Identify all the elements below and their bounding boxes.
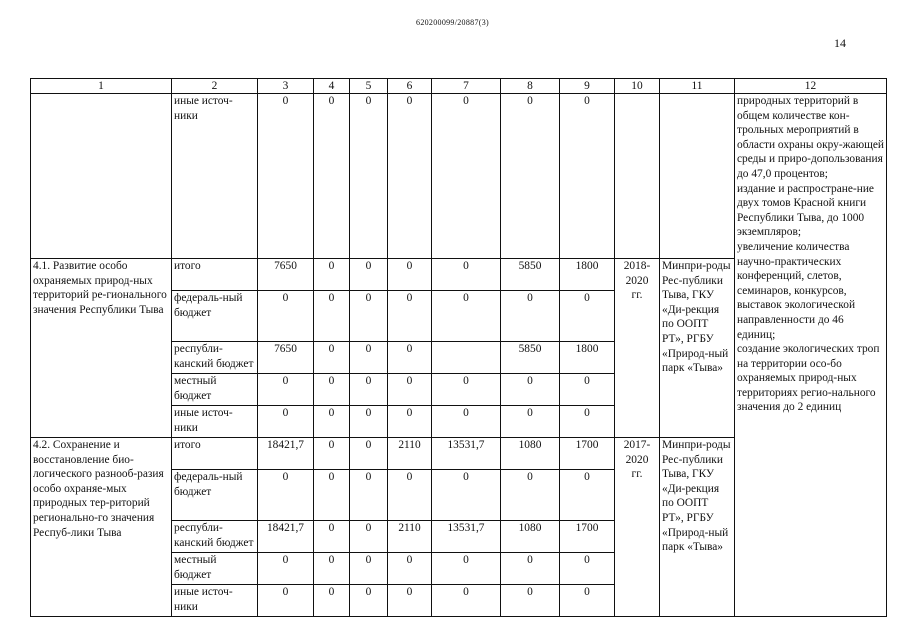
column-header-10: 10 xyxy=(615,79,660,94)
value-cell: 0 xyxy=(388,94,432,259)
column-header-4: 4 xyxy=(314,79,350,94)
value-cell: 1700 xyxy=(560,438,615,470)
value-cell: 0 xyxy=(388,374,432,406)
column-header-9: 9 xyxy=(560,79,615,94)
column-header-11: 11 xyxy=(660,79,735,94)
source-cell: итого xyxy=(172,438,258,470)
source-cell: федераль-ный бюджет xyxy=(172,291,258,342)
value-cell: 0 xyxy=(258,406,314,438)
value-cell: 0 xyxy=(388,259,432,291)
column-header-3: 3 xyxy=(258,79,314,94)
source-cell: местный бюджет xyxy=(172,374,258,406)
column-header-6: 6 xyxy=(388,79,432,94)
value-cell: 0 xyxy=(350,521,388,553)
value-cell: 0 xyxy=(432,470,501,521)
value-cell: 0 xyxy=(314,291,350,342)
value-cell: 1800 xyxy=(560,259,615,291)
table-row xyxy=(31,94,887,259)
header-row xyxy=(31,79,887,94)
source-cell: иные источ-ники xyxy=(172,585,258,617)
activity-name-cell: 4.2. Сохранение и восстановление био-логического разнооб-разия особо охраняе-мых природных тер-риторий регионально-го значения Респуб-лики Тыва xyxy=(31,438,172,617)
value-cell: 0 xyxy=(388,291,432,342)
value-cell: 0 xyxy=(258,374,314,406)
program-table xyxy=(30,78,887,617)
value-cell: 0 xyxy=(258,470,314,521)
period-cell: 2017- 2020 гг. xyxy=(615,438,660,617)
value-cell: 0 xyxy=(350,585,388,617)
executor-cell: Минпри-роды Рес-публики Тыва, ГКУ «Ди-рекция по ООПТ РТ», РГБУ «Природ-ный парк «Тыва» xyxy=(660,438,735,617)
source-cell: республи-канский бюджет xyxy=(172,342,258,374)
value-cell: 0 xyxy=(560,94,615,259)
value-cell: 0 xyxy=(388,585,432,617)
value-cell: 0 xyxy=(314,406,350,438)
value-cell: 0 xyxy=(501,291,560,342)
column-header-5: 5 xyxy=(350,79,388,94)
value-cell: 0 xyxy=(388,553,432,585)
executor-cell: Минпри-роды Рес-публики Тыва, ГКУ «Ди-рекция по ООПТ РТ», РГБУ «Природ-ный парк «Тыва» xyxy=(660,259,735,438)
value-cell: 0 xyxy=(350,94,388,259)
column-header-1: 1 xyxy=(31,79,172,94)
expected-result-text: создание экологических троп на территории осо-бо охраняемых природ-ных территориях регио-нального значения до 2 единиц xyxy=(737,343,880,414)
source-cell: федераль-ный бюджет xyxy=(172,470,258,521)
source-cell: иные источ-ники xyxy=(172,406,258,438)
value-cell: 0 xyxy=(560,585,615,617)
column-header-12: 12 xyxy=(735,79,887,94)
value-cell: 0 xyxy=(501,585,560,617)
value-cell: 0 xyxy=(432,374,501,406)
value-cell: 0 xyxy=(501,406,560,438)
name-cell-empty xyxy=(31,94,172,259)
value-cell: 0 xyxy=(350,259,388,291)
value-cell: 0 xyxy=(314,470,350,521)
period-cell: 2018- 2020 гг. xyxy=(615,259,660,438)
value-cell: 0 xyxy=(258,553,314,585)
value-cell: 0 xyxy=(350,553,388,585)
value-cell: 0 xyxy=(388,342,432,374)
value-cell: 0 xyxy=(314,521,350,553)
page-number: 14 xyxy=(834,36,846,50)
value-cell: 0 xyxy=(388,406,432,438)
source-cell: итого xyxy=(172,259,258,291)
value-cell: 0 xyxy=(560,553,615,585)
value-cell: 1080 xyxy=(501,438,560,470)
value-cell: 1080 xyxy=(501,521,560,553)
value-cell: 0 xyxy=(388,470,432,521)
value-cell: 0 xyxy=(560,406,615,438)
value-cell: 18421,7 xyxy=(258,521,314,553)
value-cell: 0 xyxy=(432,553,501,585)
value-cell: 0 xyxy=(258,94,314,259)
value-cell: 0 xyxy=(432,585,501,617)
expected-results-cell xyxy=(735,94,887,617)
value-cell: 1800 xyxy=(560,342,615,374)
value-cell: 0 xyxy=(350,291,388,342)
expected-result-text: издание и распростране-ние двух томов Красной книги Республики Тыва, до 1000 экземпляров; xyxy=(737,182,874,239)
value-cell: 0 xyxy=(314,94,350,259)
value-cell: 0 xyxy=(560,374,615,406)
value-cell: 0 xyxy=(258,585,314,617)
source-cell: иные источ- ники xyxy=(172,94,258,259)
value-cell: 7650 xyxy=(258,259,314,291)
activity-name-cell: 4.1. Развитие особо охраняемых природ-ных территорий ре-гионального значения Республики Тыва xyxy=(31,259,172,438)
value-cell: 0 xyxy=(432,406,501,438)
expected-result-text: природных территорий в общем количестве кон-трольных мероприятий в области охраны окру-жающей среды и приро-допользования до 47,0 процентов; xyxy=(737,95,884,180)
value-cell: 5850 xyxy=(501,342,560,374)
value-cell: 0 xyxy=(501,553,560,585)
value-cell: 0 xyxy=(314,259,350,291)
expected-result-text: увеличение количества научно-практических конференций, слетов, семинаров, конкурсов, выставок экологической направленности до 46 единиц; xyxy=(737,240,856,341)
value-cell: 0 xyxy=(314,553,350,585)
value-cell: 0 xyxy=(314,438,350,470)
value-cell: 0 xyxy=(350,374,388,406)
source-cell: местный бюджет xyxy=(172,553,258,585)
value-cell: 1700 xyxy=(560,521,615,553)
value-cell xyxy=(432,342,501,374)
value-cell: 13531,7 xyxy=(432,438,501,470)
value-cell: 18421,7 xyxy=(258,438,314,470)
value-cell: 0 xyxy=(501,94,560,259)
value-cell: 0 xyxy=(314,374,350,406)
column-header-2: 2 xyxy=(172,79,258,94)
value-cell: 0 xyxy=(350,342,388,374)
value-cell: 0 xyxy=(314,342,350,374)
column-header-8: 8 xyxy=(501,79,560,94)
value-cell: 0 xyxy=(350,406,388,438)
value-cell: 0 xyxy=(560,291,615,342)
value-cell: 13531,7 xyxy=(432,521,501,553)
value-cell: 5850 xyxy=(501,259,560,291)
value-cell: 0 xyxy=(350,470,388,521)
value-cell: 0 xyxy=(432,94,501,259)
value-cell: 0 xyxy=(314,585,350,617)
column-header-7: 7 xyxy=(432,79,501,94)
value-cell: 0 xyxy=(432,291,501,342)
value-cell: 7650 xyxy=(258,342,314,374)
value-cell: 0 xyxy=(501,374,560,406)
value-cell: 2110 xyxy=(388,521,432,553)
document-id: 620200099/20887(3) xyxy=(416,18,489,27)
value-cell: 0 xyxy=(501,470,560,521)
value-cell: 0 xyxy=(560,470,615,521)
value-cell: 0 xyxy=(258,291,314,342)
value-cell: 0 xyxy=(350,438,388,470)
value-cell: 0 xyxy=(432,259,501,291)
period-cell-empty xyxy=(615,94,660,259)
executor-cell-empty xyxy=(660,94,735,259)
source-cell: республи-канский бюджет xyxy=(172,521,258,553)
value-cell: 2110 xyxy=(388,438,432,470)
